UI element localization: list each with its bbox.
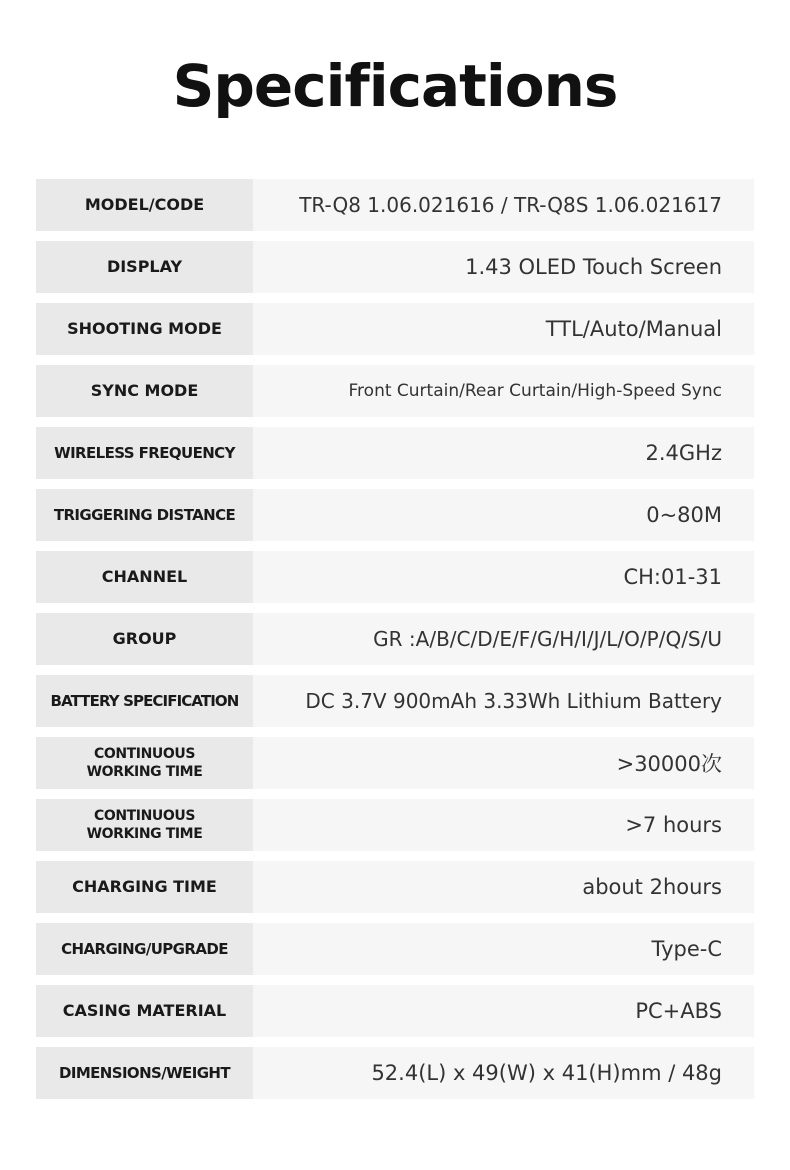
spec-value: Front Curtain/Rear Curtain/High-Speed Sync <box>348 381 722 401</box>
spec-value: TR-Q8 1.06.021616 / TR-Q8S 1.06.021617 <box>299 193 722 217</box>
spec-value: GR :A/B/C/D/E/F/G/H/I/J/L/O/P/Q/S/U <box>373 627 722 651</box>
spec-label: CHARGING TIME <box>36 861 253 913</box>
spec-row-battery-specification <box>36 675 754 727</box>
spec-value: 52.4(L) x 49(W) x 41(H)mm / 48g <box>371 1061 722 1085</box>
spec-row-dimensions-weight <box>36 1047 754 1099</box>
spec-row-model-code <box>36 179 754 231</box>
spec-label: BATTERY SPECIFICATION <box>36 675 253 727</box>
spec-label: CONTINUOUS WORKING TIME <box>36 737 253 789</box>
spec-label: CHANNEL <box>36 551 253 603</box>
spec-label: SHOOTING MODE <box>36 303 253 355</box>
spec-label: CONTINUOUS WORKING TIME <box>36 799 253 851</box>
spec-row-continuous-working-time-shots <box>36 737 754 789</box>
spec-row-group <box>36 613 754 665</box>
spec-value: PC+ABS <box>635 999 722 1023</box>
spec-value: >7 hours <box>625 813 722 837</box>
spec-label: MODEL/CODE <box>36 179 253 231</box>
spec-row-continuous-working-time-hours <box>36 799 754 851</box>
spec-value: >30000次 <box>616 752 722 776</box>
spec-row-triggering-distance <box>36 489 754 541</box>
spec-row-channel <box>36 551 754 603</box>
spec-label: CASING MATERIAL <box>36 985 253 1037</box>
spec-row-display <box>36 241 754 293</box>
spec-label: CHARGING/UPGRADE <box>36 923 253 975</box>
spec-label: TRIGGERING DISTANCE <box>36 489 253 541</box>
spec-value: Type-C <box>651 937 722 961</box>
spec-row-casing-material <box>36 985 754 1037</box>
spec-row-sync-mode <box>36 365 754 417</box>
spec-label: WIRELESS FREQUENCY <box>36 427 253 479</box>
spec-label: DIMENSIONS/WEIGHT <box>36 1047 253 1099</box>
spec-row-shooting-mode <box>36 303 754 355</box>
spec-label: SYNC MODE <box>36 365 253 417</box>
spec-value: about 2hours <box>582 875 722 899</box>
spec-value: 0~80M <box>646 503 722 527</box>
spec-row-charging-upgrade <box>36 923 754 975</box>
spec-label: DISPLAY <box>36 241 253 293</box>
spec-row-charging-time <box>36 861 754 913</box>
spec-value: CH:01-31 <box>623 565 722 589</box>
spec-value: 2.4GHz <box>645 441 722 465</box>
spec-value: DC 3.7V 900mAh 3.33Wh Lithium Battery <box>305 689 722 713</box>
spec-value: TTL/Auto/Manual <box>545 317 722 341</box>
spec-value: 1.43 OLED Touch Screen <box>465 255 722 279</box>
spec-table <box>36 179 754 1109</box>
spec-row-wireless-frequency <box>36 427 754 479</box>
page-title: Specifications <box>172 52 618 120</box>
spec-label: GROUP <box>36 613 253 665</box>
